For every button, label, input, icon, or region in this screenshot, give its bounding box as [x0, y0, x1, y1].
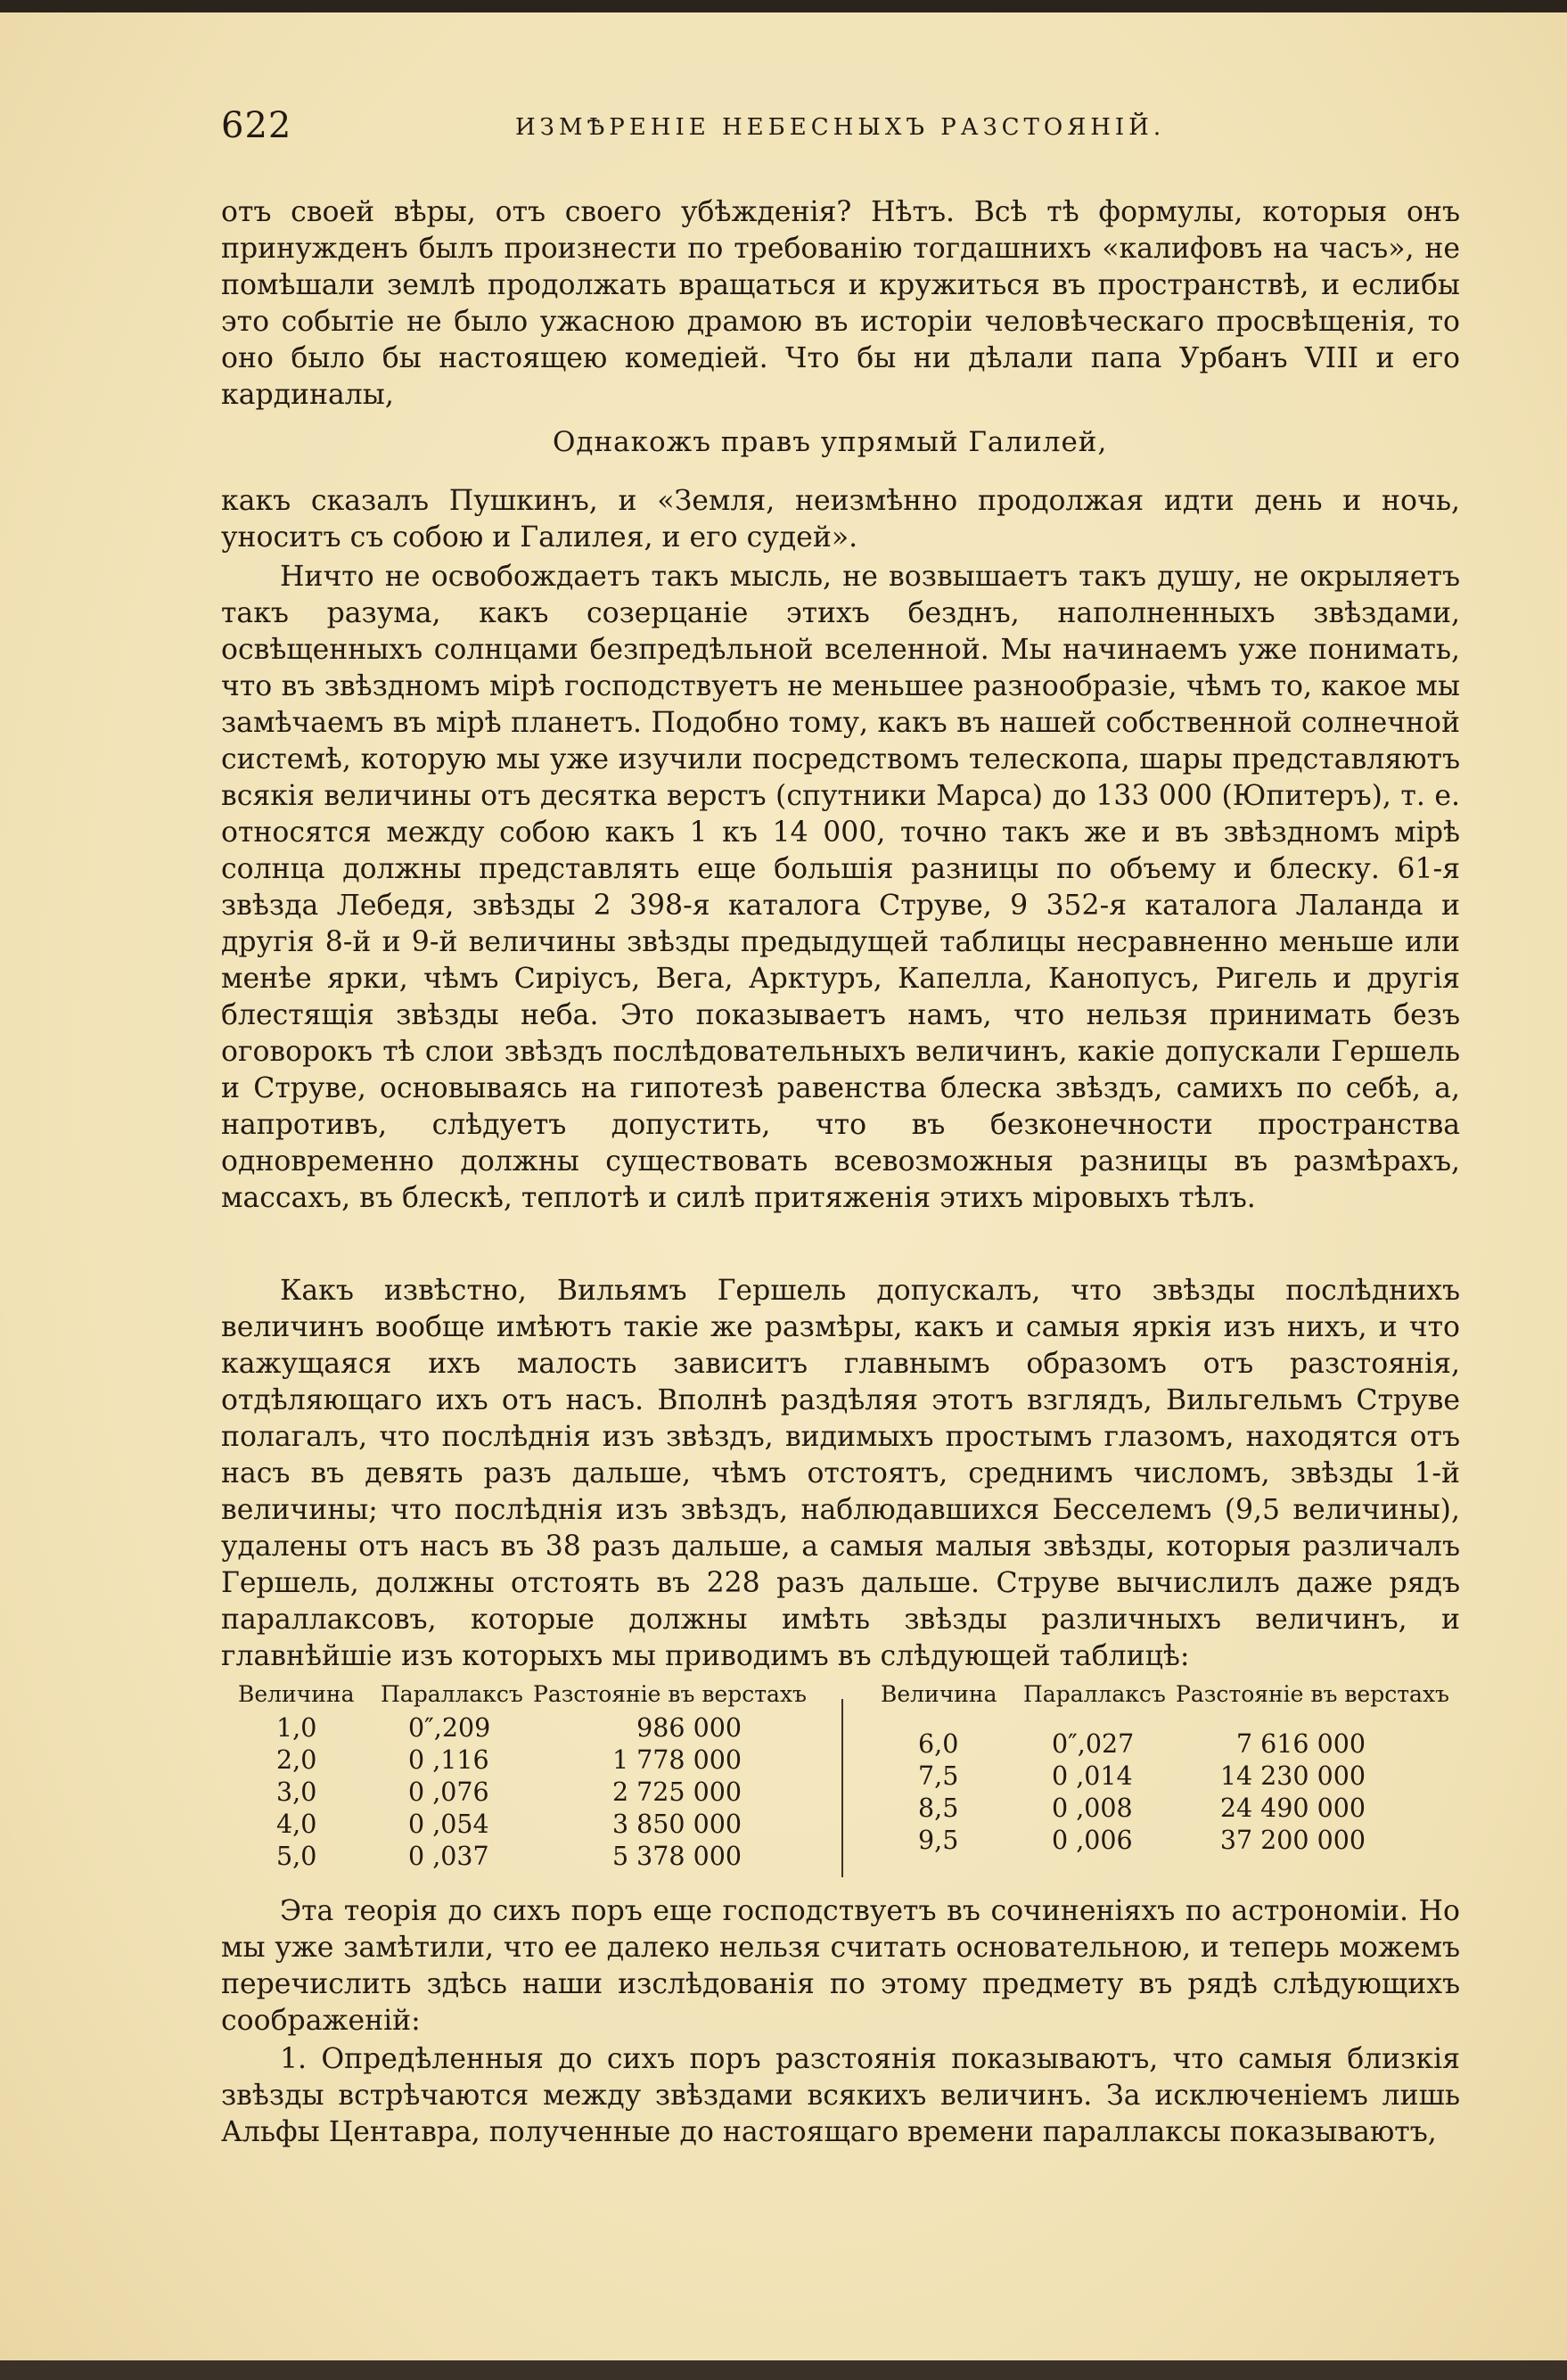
paragraph-1: отъ своей вѣры, отъ своего убѣжденія? Нѣтъ. Всѣ тѣ формулы, которыя онъ принужденъ былъ произнести по требованію тогдашнихъ «калифовъ на часъ», не помѣшали землѣ продолжать вращаться и кружиться въ пространствѣ, и еслибы это событіе не было ужасною драмою въ исторіи человѣческаго просвѣщенія, то оно было бы настоящею комедіей. Что бы ни дѣлали папа Урбанъ VIII и его кардиналы, [221, 196, 1460, 411]
table-cell: 8,5 [918, 1793, 959, 1823]
table-cell: 0 ,116 [408, 1745, 489, 1775]
table-cell: 6,0 [918, 1729, 959, 1759]
paragraph-2: какъ сказалъ Пушкинъ, и «Земля, неизмѣнно продолжая идти день и ночь, уноситъ съ собою и Галилея, и его судей». [221, 485, 1460, 554]
table-cell: 3,0 [276, 1777, 317, 1807]
paragraph-3: Ничто не освобождаетъ такъ мысль, не возвышаетъ такъ душу, не окрыляетъ такъ разума, какъ созерцаніе этихъ безднъ, наполненныхъ звѣздами, освѣщенныхъ солнцами безпредѣльной вселенной. Мы начинаемъ уже понимать, что въ звѣздномъ мірѣ господствуетъ не меньшее разнообразіе, чѣмъ то, какое мы замѣчаемъ въ мірѣ планетъ. Подобно тому, какъ въ нашей собственной солнечной системѣ, которую мы уже изучили посредствомъ телескопа, шары представляютъ всякія величины отъ десятка верстъ (спутники Марса) до 133 000 (Юпитеръ), т. е. относятся между собою какъ 1 къ 14 000, точно такъ же и въ звѣздномъ мірѣ солнца должны представлять еще большія разницы по объему и блеску. 61-я звѣзда Лебедя, звѣзды 2 398-я каталога Струве, 9 352-я каталога Лаланда и другія 8-й и 9-й величины звѣзды предыдущей таблицы несравненно меньше или менѣе ярки, чѣмъ Сиріусъ, Вега, Арктуръ, Капелла, Канопусъ, Ригель и другія блестящія звѣзды неба. Это показываетъ намъ, что нельзя принимать безъ оговорокъ тѣ слои звѣздъ послѣдовательныхъ величинъ, какіе допускали Гершель и Струве, основываясь на гипотезѣ равенства блеска звѣздъ, самихъ по себѣ, а, напротивъ, слѣдуетъ допустить, что въ безконечности пространства одновременно должны существовать всевозможныя разницы въ размѣрахъ, массахъ, въ блескѣ, теплотѣ и силѣ притяженія этихъ міровыхъ тѣлъ. [221, 561, 1460, 1214]
header-parallax-left: Параллаксъ [381, 1681, 523, 1707]
table-cell: 986 000 [636, 1713, 742, 1743]
table-cell: 0″,027 [1052, 1729, 1135, 1759]
table-cell: 9,5 [918, 1826, 959, 1855]
header-magnitude-left: Величина [238, 1681, 355, 1707]
scan-top-edge [0, 0, 1567, 12]
table-cell: 1,0 [276, 1713, 317, 1743]
header-distance-right: Разстояніе въ верстахъ [1176, 1681, 1449, 1707]
table-cell: 2,0 [276, 1745, 317, 1775]
parallax-table [234, 1681, 1464, 1883]
paragraph-5: Эта теорія до сихъ поръ еще господствуетъ въ сочиненіяхъ по астрономіи. Но мы уже замѣтили, что ее далеко нельзя считать основательною, и теперь можемъ перечислить здѣсь наши изслѣдованія по этому предмету въ рядѣ слѣдующихъ соображеній: [221, 1895, 1460, 2037]
table-cell: 0 ,037 [408, 1842, 489, 1871]
table-cell: 4,0 [276, 1810, 317, 1839]
header-parallax-right: Параллаксъ [1023, 1681, 1166, 1707]
table-cell: 7 616 000 [1235, 1729, 1366, 1759]
table-cell: 14 230 000 [1219, 1761, 1366, 1791]
table-cell: 24 490 000 [1219, 1793, 1366, 1823]
table-cell: 0 ,076 [408, 1777, 489, 1807]
table-cell: 0 ,008 [1052, 1793, 1133, 1823]
header-magnitude-right: Величина [881, 1681, 997, 1707]
table-cell: 5 378 000 [611, 1842, 742, 1871]
table-cell: 0 ,054 [408, 1810, 489, 1839]
running-title: ИЗМѢРЕНІЕ НЕБЕСНЫХЪ РАЗСТОЯНІЙ. [515, 114, 1166, 141]
table-cell: 0 ,014 [1052, 1761, 1133, 1791]
pushkin-quote: Однакожъ правъ упрямый Галилей, [553, 426, 1108, 458]
table-divider [841, 1699, 843, 1877]
header-distance-left: Разстояніе въ верстахъ [533, 1681, 807, 1707]
table-cell: 3 850 000 [611, 1810, 742, 1839]
table-cell: 37 200 000 [1219, 1826, 1366, 1855]
table-cell: 5,0 [276, 1842, 317, 1871]
page-header [221, 105, 1469, 144]
table-cell: 0 ,006 [1052, 1826, 1133, 1855]
table-cell: 2 725 000 [611, 1777, 742, 1807]
scan-bottom-edge [0, 2360, 1567, 2380]
table-cell: 1 778 000 [611, 1745, 742, 1775]
table-cell: 7,5 [918, 1761, 959, 1791]
paragraph-6: 1. Опредѣленныя до сихъ поръ разстоянія показываютъ, что самыя близкія звѣзды встрѣчаются между звѣздами всякихъ величинъ. За исключеніемъ лишь Альфы Центавра, полученные до настоящаго времени параллаксы показываютъ, [221, 2043, 1460, 2148]
page-number: 622 [221, 105, 292, 146]
table-cell: 0″,209 [408, 1713, 491, 1743]
paragraph-4: Какъ извѣстно, Вильямъ Гершель допускалъ, что звѣзды послѣднихъ величинъ вообще имѣютъ такіе же размѣры, какъ и самыя яркія изъ нихъ, и что кажущаяся ихъ малость зависитъ главнымъ образомъ отъ разстоянія, отдѣляющаго ихъ отъ насъ. Вполнѣ раздѣляя этотъ взглядъ, Вильгельмъ Струве полагалъ, что послѣднія изъ звѣздъ, видимыхъ простымъ глазомъ, находятся отъ насъ въ девять разъ дальше, чѣмъ отстоятъ, среднимъ числомъ, звѣзды 1-й величины; что послѣднія изъ звѣздъ, наблюдавшихся Бесселемъ (9,5 величины), удалены отъ насъ въ 38 разъ дальше, а самыя малыя звѣзды, которыя различалъ Гершель, должны отстоять въ 228 разъ дальше. Струве вычислилъ даже рядъ параллаксовъ, которые должны имѣть звѣзды различныхъ величинъ, и главнѣйшіе изъ которыхъ мы приводимъ въ слѣдующей таблицѣ: [221, 1275, 1460, 1672]
